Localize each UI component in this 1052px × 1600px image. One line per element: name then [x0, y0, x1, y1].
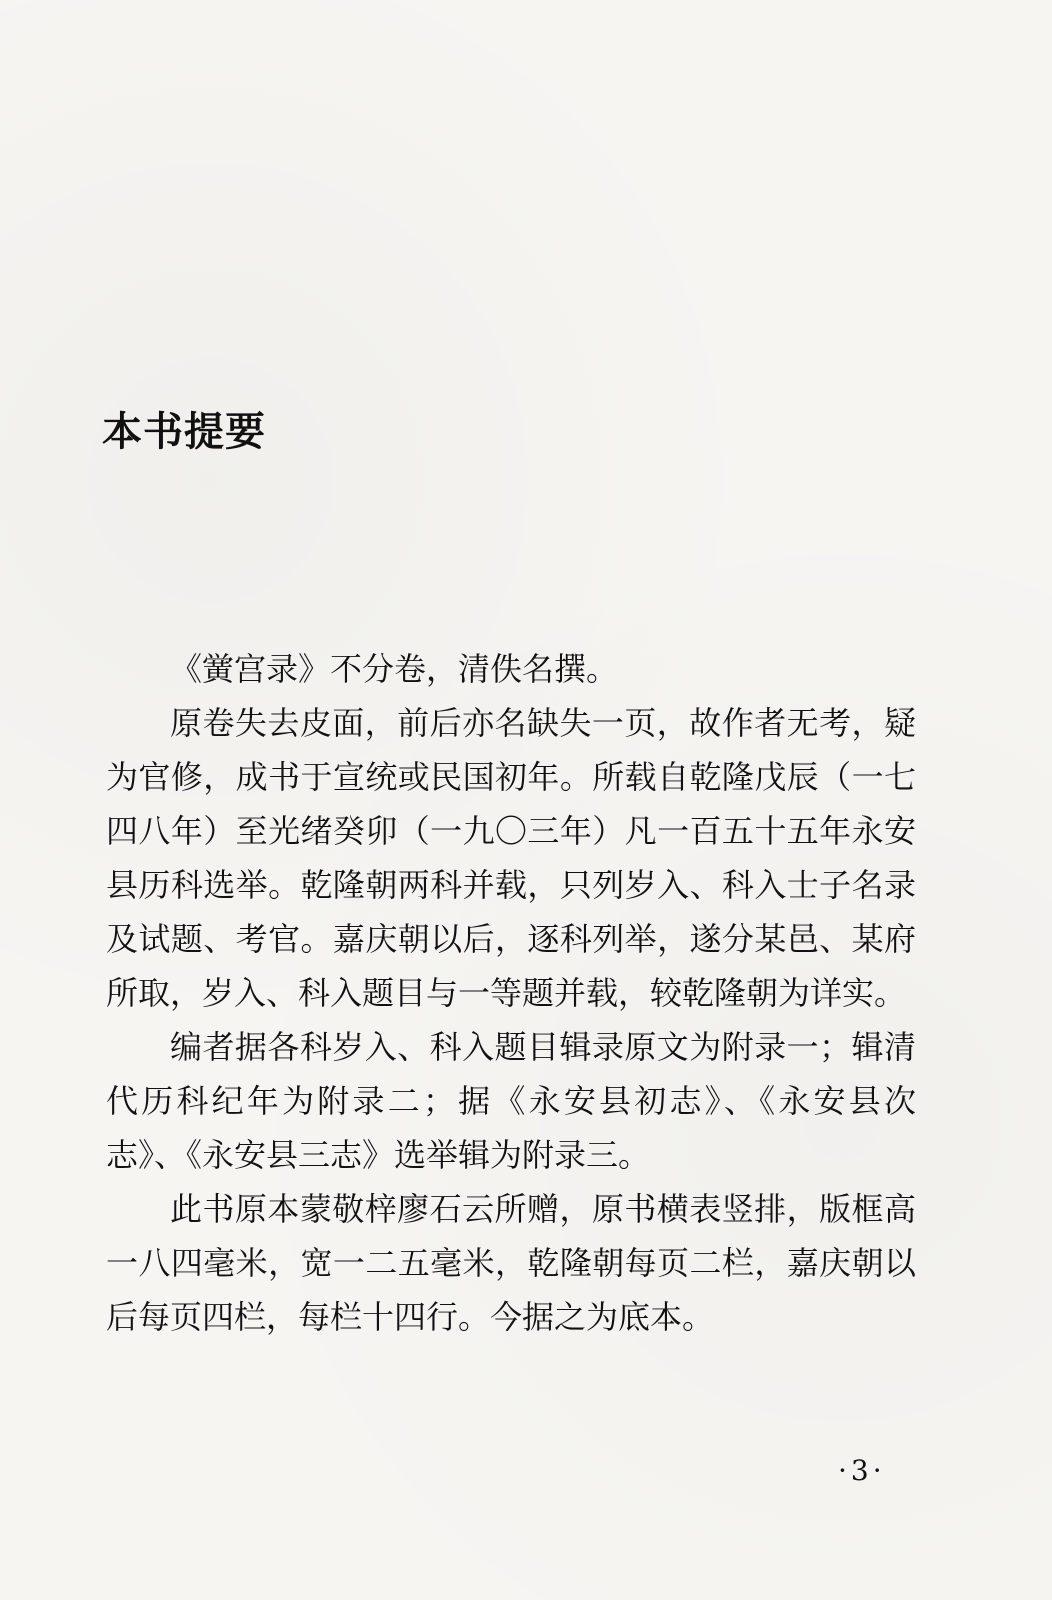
page-title: 本书提要 — [102, 409, 266, 455]
summary-body — [106, 642, 916, 1344]
paragraph-4: 此书原本蒙敬梓廖石云所赠，原书横表竖排，版框高一八四毫米，宽一二五毫米，乾隆朝每页二栏，嘉庆朝以后每页四栏，每栏十四行。今据之为底本。 — [106, 1190, 916, 1336]
page-number: ·3· — [838, 1454, 886, 1487]
paragraph-3: 编者据各科岁入、科入题目辑录原文为附录一；辑清代历科纪年为附录二；据《永安县初志》、《永安县次志》、《永安县三志》选举辑为附录三。 — [106, 1028, 916, 1174]
paragraph-1: 《黉宫录》不分卷，清佚名撰。 — [170, 650, 619, 688]
paragraph-2: 原卷失去皮面，前后亦名缺失一页，故作者无考，疑为官修，成书于宣统或民国初年。所载自乾隆戊辰（一七四八年）至光绪癸卯（一九〇三年）凡一百五十五年永安县历科选举。乾隆朝两科并载，只列岁入、科入士子名录及试题、考官。嘉庆朝以后，逐科列举，遂分某邑、某府所取，岁入、科入题目与一等题并载，较乾隆朝为详实。 — [106, 704, 916, 1012]
